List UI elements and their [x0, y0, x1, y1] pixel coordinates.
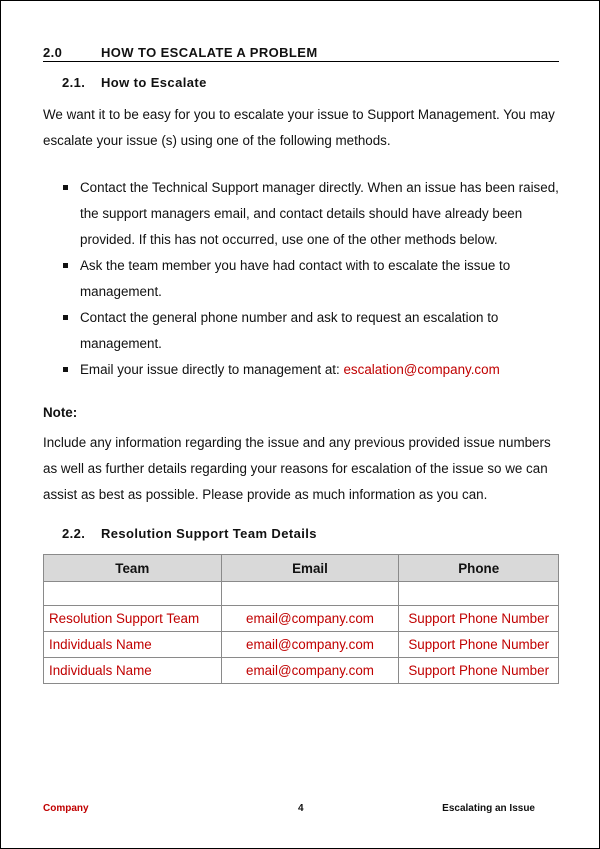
bullet-text: Email your issue directly to management at: — [80, 362, 340, 377]
note-title: Note: — [43, 405, 78, 420]
phone-cell: Support Phone Number — [399, 658, 559, 684]
list-item — [43, 253, 559, 305]
table-cell — [399, 582, 559, 606]
bullet-icon — [63, 315, 68, 320]
team-cell: Individuals Name — [44, 658, 222, 684]
subsection-heading-team-details — [62, 526, 317, 541]
bullet-text: Contact the Technical Support manager directly. When an issue has been raised, the support managers email, and contact details should have already been provided. If this has not occurred, use one of the other methods below. — [80, 180, 559, 247]
list-item — [43, 175, 559, 253]
bullet-icon — [63, 367, 68, 372]
header-email: Email — [221, 555, 399, 582]
page-number: 4 — [298, 803, 304, 814]
section-title: HOW TO ESCALATE A PROBLEM — [101, 45, 318, 60]
footer-company: Company — [43, 803, 89, 814]
note-paragraph: Include any information regarding the issue and any previous provided issue numbers as well as further details regarding your reasons for escalation of the issue so we can assist as best as possible. Please provide as much information as you can. — [43, 435, 551, 502]
bullet-icon — [63, 185, 68, 190]
section-number: 2.0 — [43, 45, 63, 60]
subsection-title: Resolution Support Team Details — [101, 526, 317, 541]
subsection-heading-how-to-escalate — [62, 75, 207, 90]
list-item — [43, 357, 559, 383]
header-phone: Phone — [399, 555, 559, 582]
email-cell[interactable]: email@company.com — [221, 606, 399, 632]
escalation-email-link[interactable]: escalation@company.com — [343, 362, 500, 377]
footer-document-title: Escalating an Issue — [442, 803, 535, 814]
email-cell[interactable]: email@company.com — [221, 632, 399, 658]
subsection-title: How to Escalate — [101, 75, 207, 90]
team-cell: Resolution Support Team — [44, 606, 222, 632]
support-team-table — [43, 554, 559, 684]
bullet-text: Contact the general phone number and ask to request an escalation to management. — [80, 310, 499, 351]
intro-paragraph: We want it to be easy for you to escalate your issue to Support Management. You may escalate your issue (s) using one of the following methods. — [43, 107, 555, 148]
team-cell: Individuals Name — [44, 632, 222, 658]
table-row — [44, 606, 559, 632]
email-cell[interactable]: email@company.com — [221, 658, 399, 684]
section-heading — [43, 45, 559, 62]
table-row — [44, 658, 559, 684]
table-row-empty — [44, 582, 559, 606]
table-header-row — [44, 555, 559, 582]
subsection-number: 2.1. — [62, 75, 86, 90]
subsection-number: 2.2. — [62, 526, 86, 541]
bullet-icon — [63, 263, 68, 268]
phone-cell: Support Phone Number — [399, 632, 559, 658]
escalation-methods-list — [43, 175, 559, 383]
table-row — [44, 632, 559, 658]
phone-cell: Support Phone Number — [399, 606, 559, 632]
bullet-text: Ask the team member you have had contact with to escalate the issue to management. — [80, 258, 511, 299]
list-item — [43, 305, 559, 357]
header-team: Team — [44, 555, 222, 582]
table-cell — [44, 582, 222, 606]
table-cell — [221, 582, 399, 606]
